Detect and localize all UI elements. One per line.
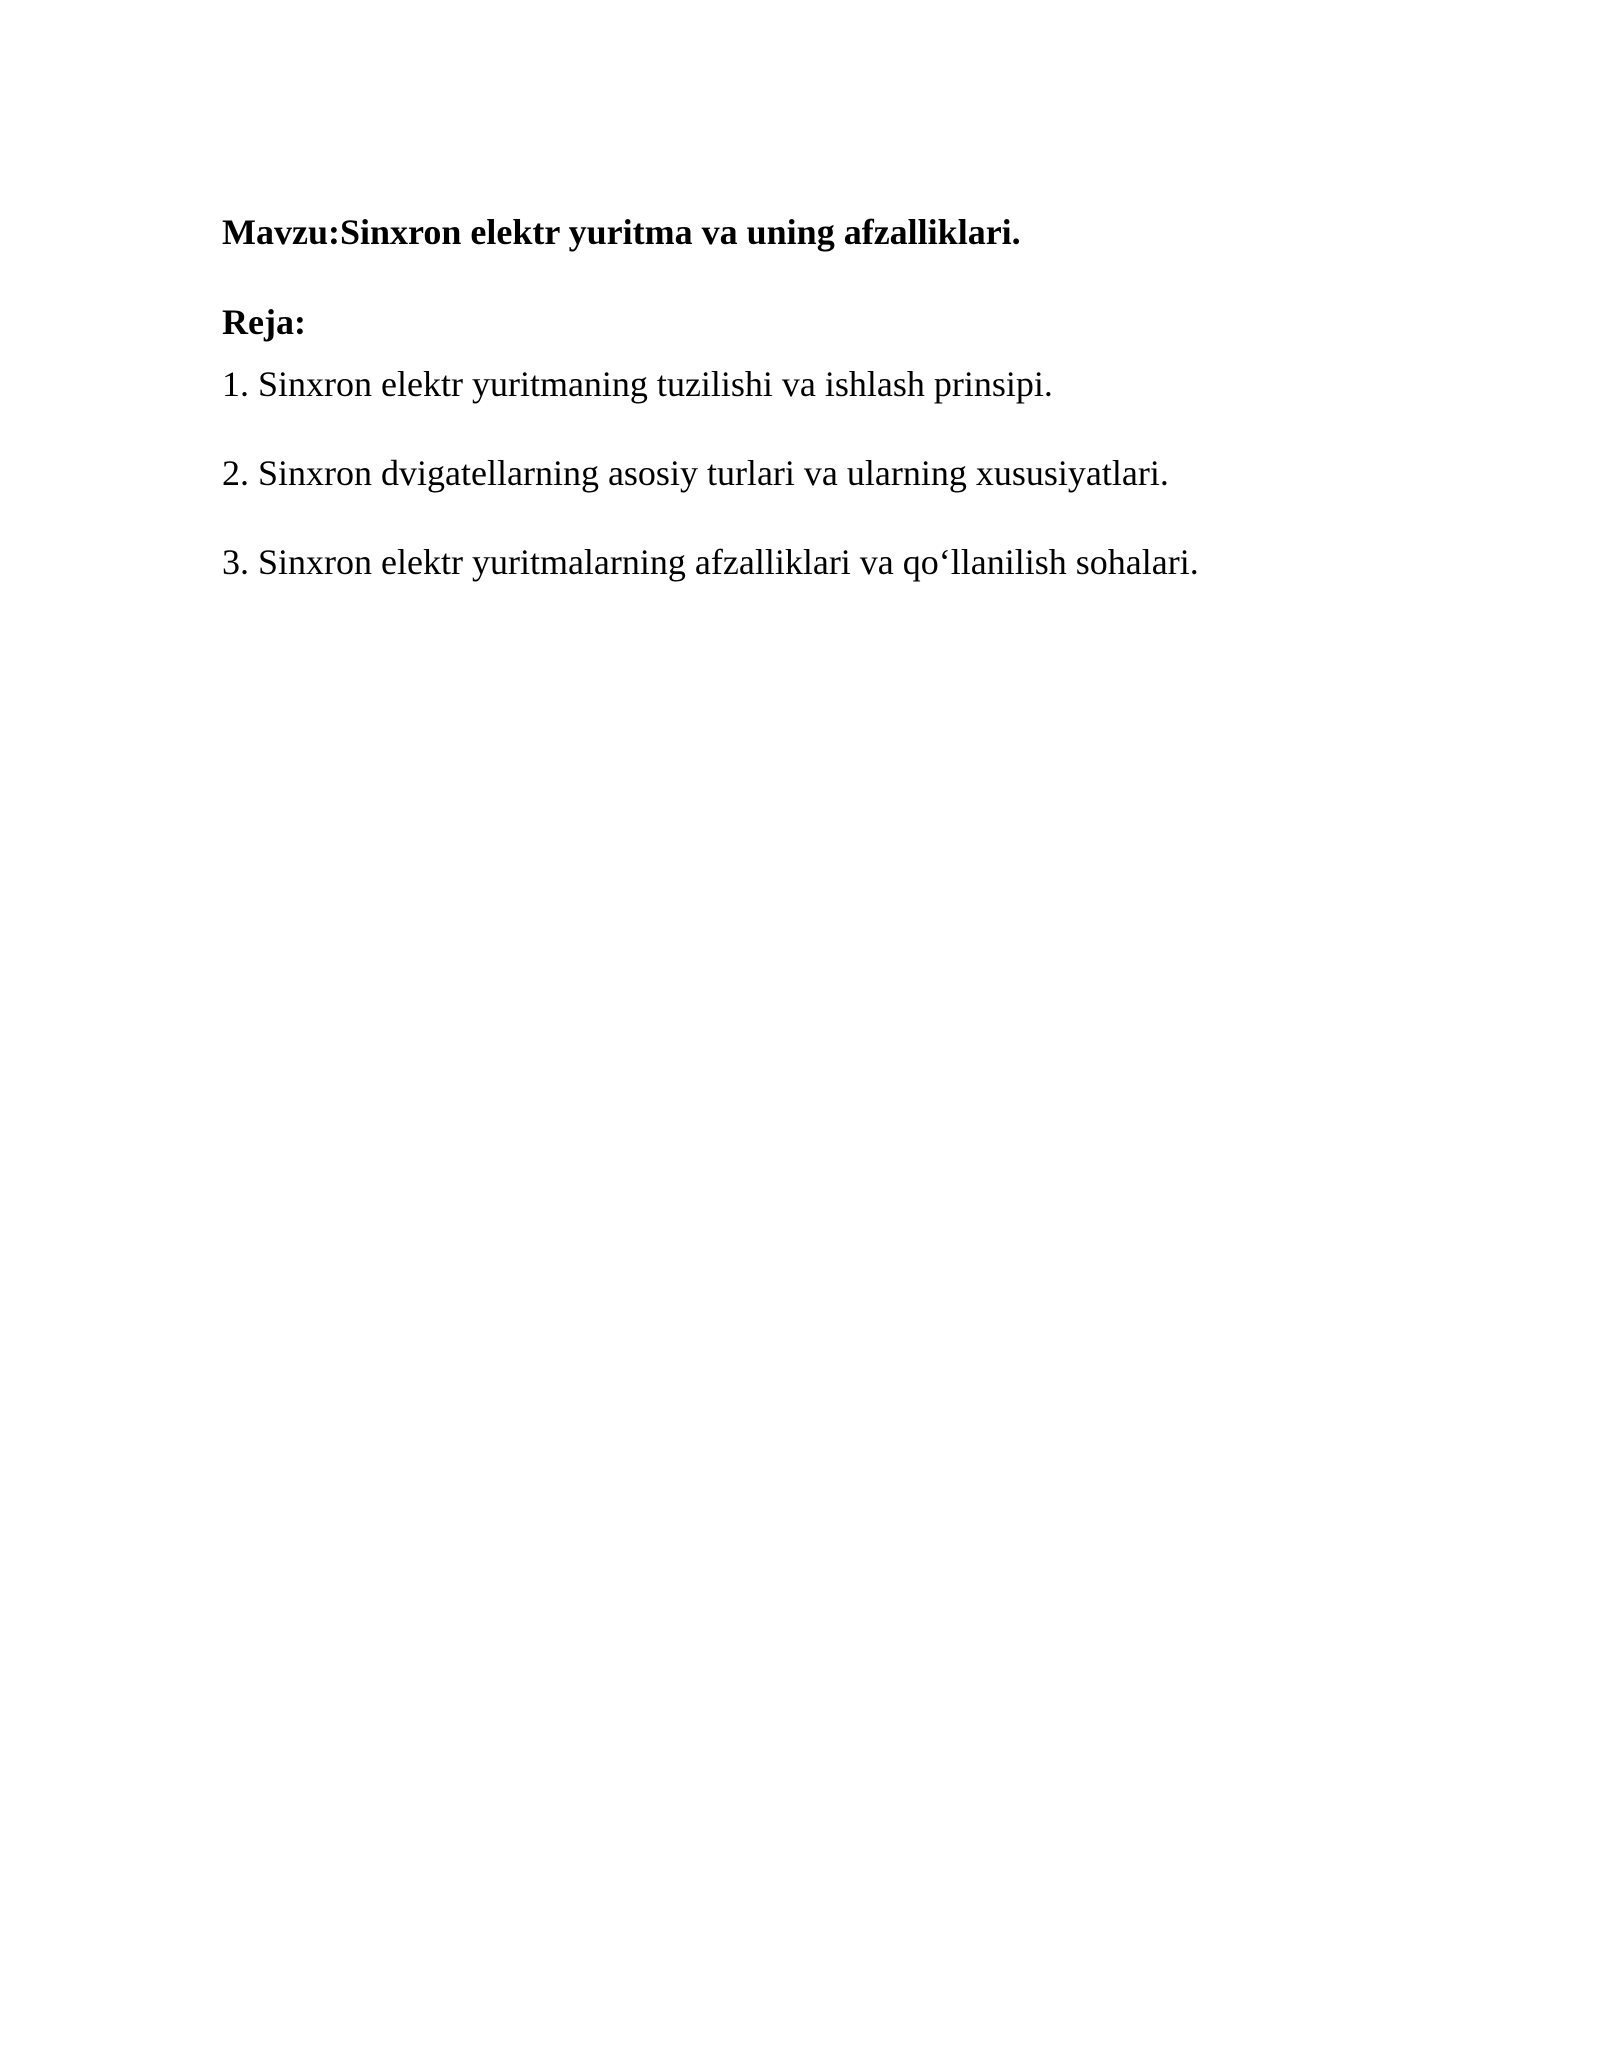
plan-item-3: 3. Sinxron elektr yuritmalarning afzalliklari va qo‘llanilish sohalari.: [222, 542, 1199, 582]
plan-item-2: 2. Sinxron dvigatellarning asosiy turlari va ularning xususiyatlari.: [222, 453, 1169, 493]
document-body: [222, 206, 1402, 625]
plan-list: [222, 358, 1402, 588]
plan-item-1: 1. Sinxron elektr yuritmaning tuzilishi va ishlash prinsipi.: [222, 364, 1053, 404]
plan-heading: Reja:: [222, 302, 306, 342]
topic-title: Mavzu:Sinxron elektr yuritma va uning afzalliklari.: [222, 212, 1021, 252]
